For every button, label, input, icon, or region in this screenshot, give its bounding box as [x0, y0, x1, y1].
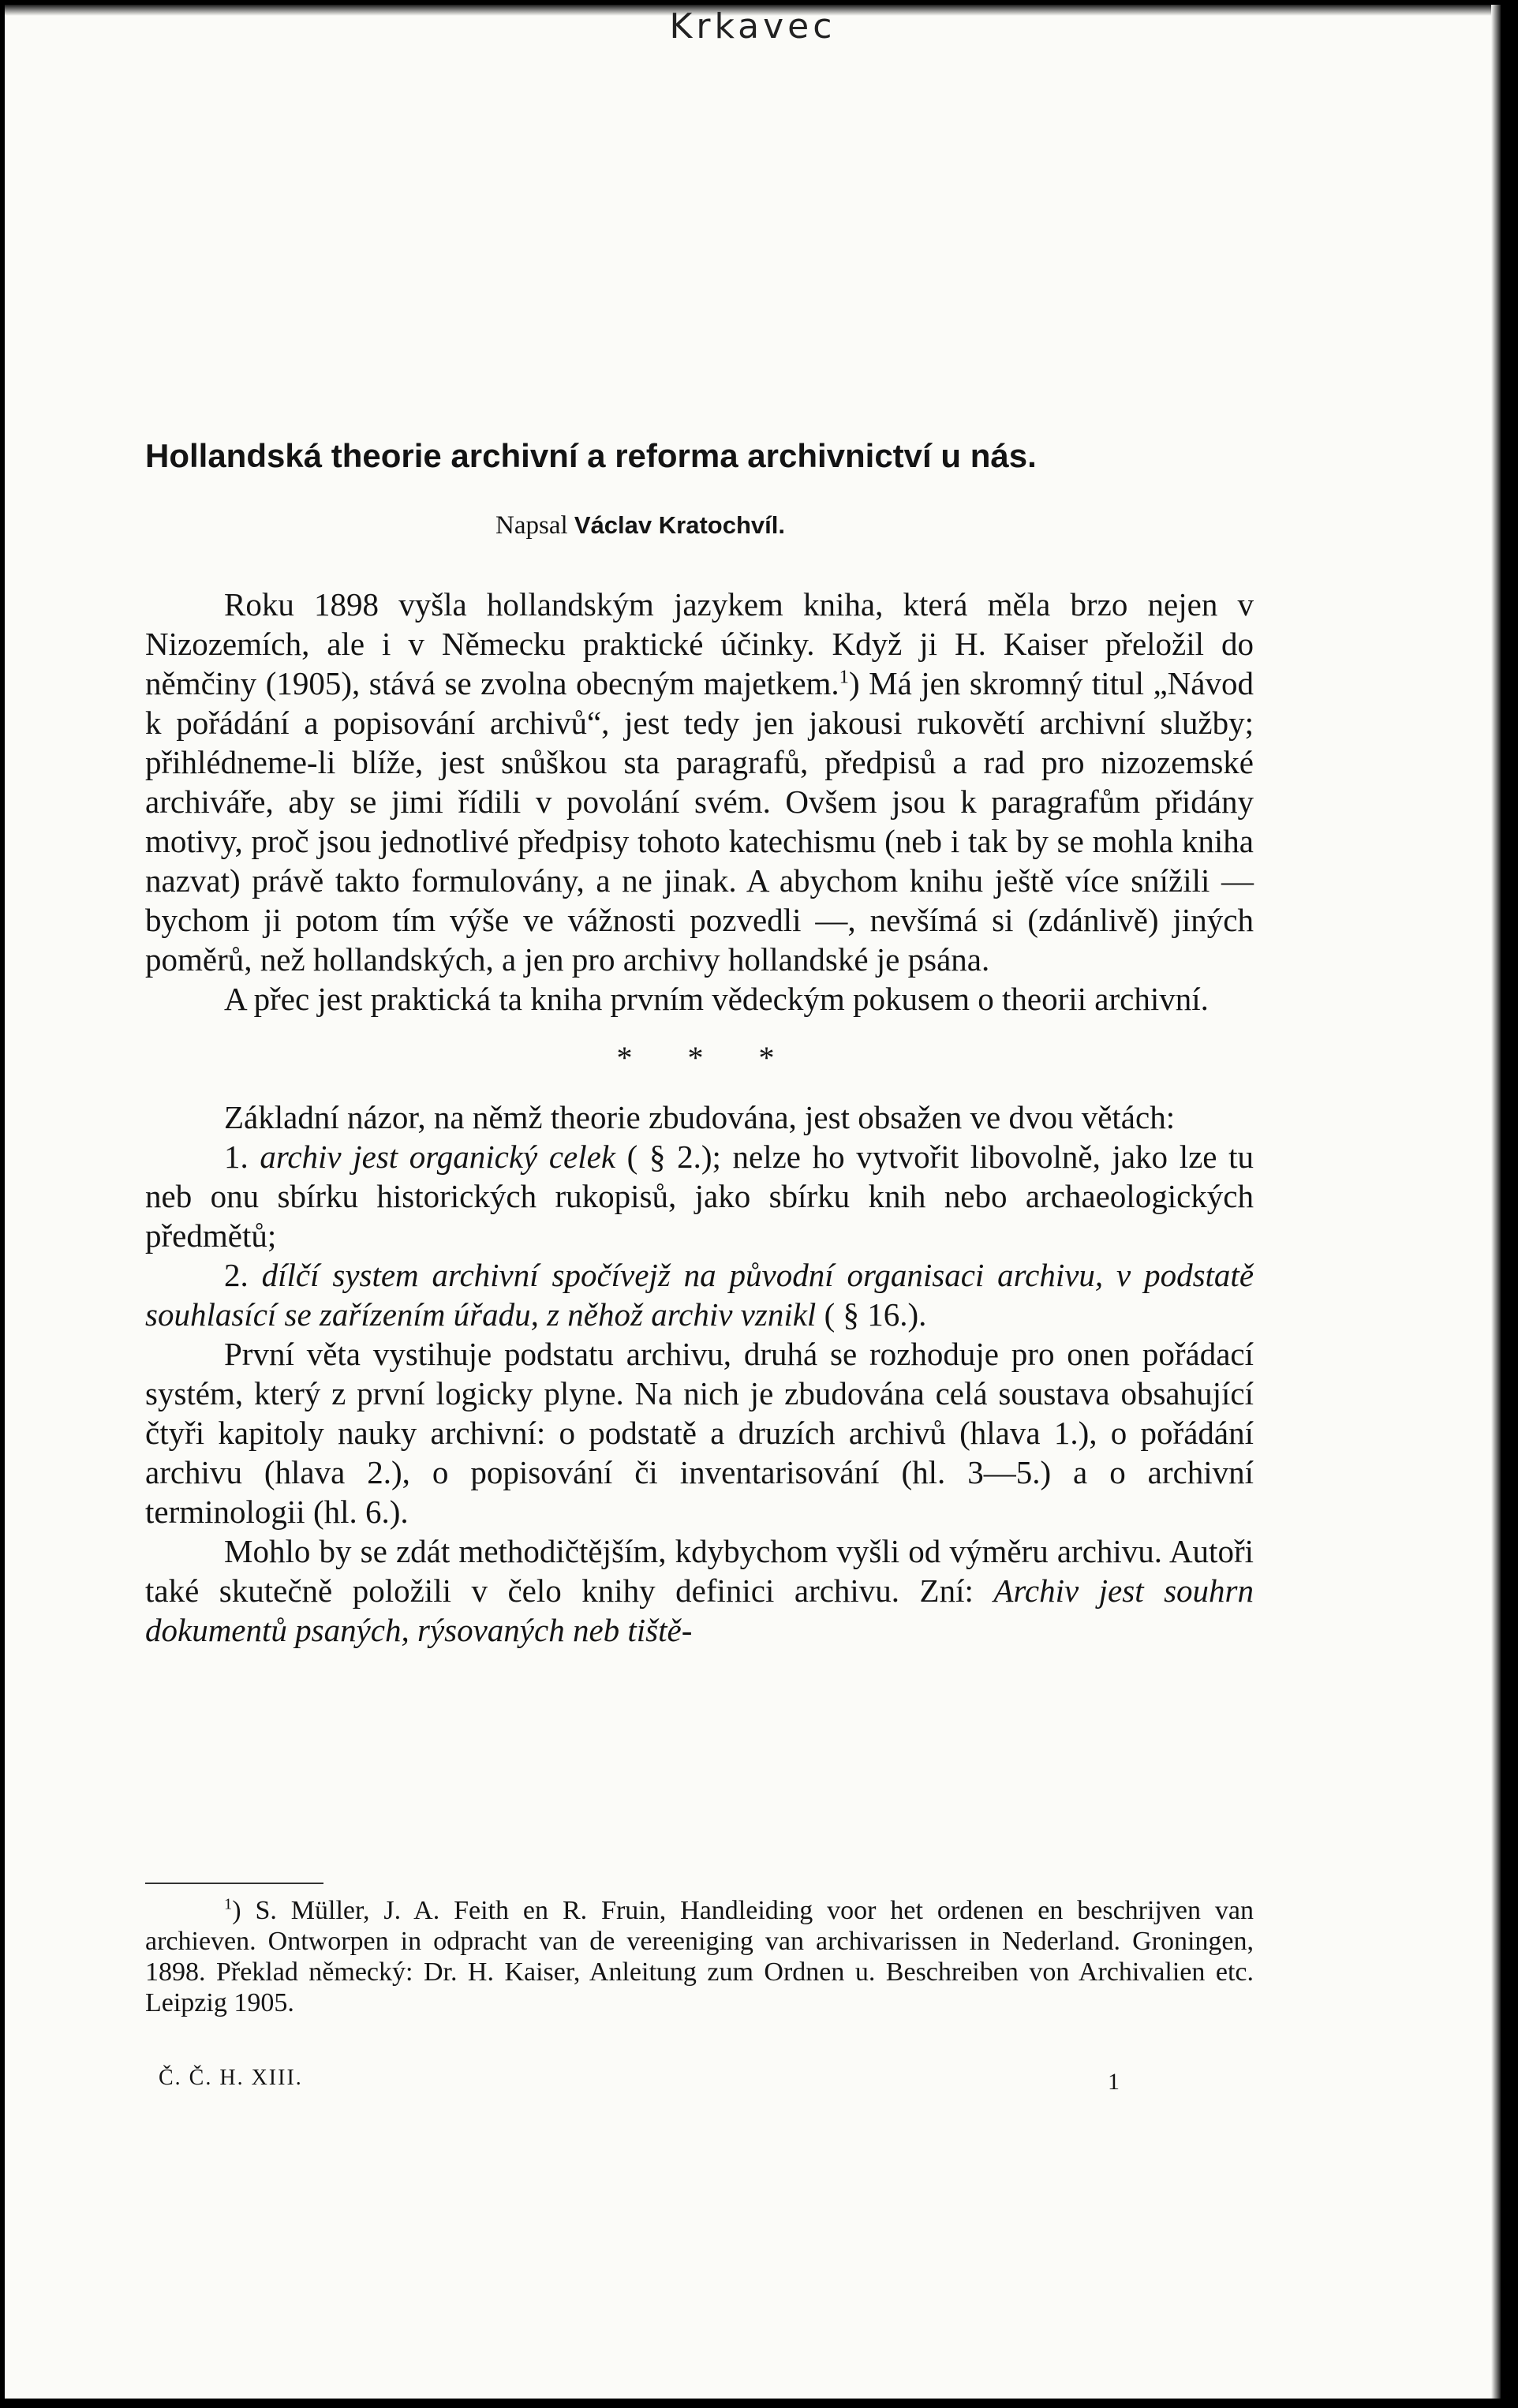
- page-sheet: [5, 5, 1501, 2399]
- page-number: 1: [1108, 2069, 1120, 2095]
- paragraph-5: [145, 1531, 1254, 1650]
- list-item-1-number: 1.: [224, 1139, 249, 1175]
- paragraph-5-text: Mohlo by se zdát methodičtějším, kdybychom vyšli od výměru archivu. Autoři také skutečně položili v čelo knihy definici archivu. Zní:: [145, 1533, 1254, 1609]
- byline-prefix: Napsal: [495, 511, 568, 540]
- paragraph-1-text-a: Roku 1898 vyšla hollandským jazykem kniha, která měla brzo nejen v Nizozemích, ale i v Německu praktické účinky. Když ji H. Kaiser přeložil do němčiny (1905), stává se zvolna obecným majetkem.: [145, 586, 1254, 701]
- library-stamp: Krkavec: [669, 6, 836, 47]
- section-divider-stars: * * *: [616, 1040, 798, 1075]
- list-item-2-text: ( § 16.).: [816, 1296, 927, 1333]
- list-item-2: [145, 1255, 1254, 1334]
- footnote-ref: 1: [839, 666, 849, 688]
- paragraph-3: Základní názor, na němž theorie zbudována, jest obsažen ve dvou větách:: [224, 1099, 1176, 1135]
- paragraph-5-emphasis: Archiv jest souhrn dokumentů psaných, rýsovaných neb tiště-: [145, 1572, 1254, 1648]
- footnote-marker: 1: [224, 1895, 233, 1913]
- scan-right-edge: [1491, 5, 1501, 2399]
- paragraph-1-text-b: ) Má jen skromný titul „Návod k pořádání a popisování archivů“, jest tedy jen jakousi rukovětí archivní služby; přihlédneme-li blíže, jest snůškou sta paragrafů, předpisů a rad pro nizozemské archiváře, aby se jimi řídili v povolání svém. Ovšem jsou k paragrafům přidány motivy, proč jsou jednotlivé předpisy tohoto katechismu (neb i tak by se mohla kniha nazvat) právě takto formulovány, a ne jinak. A abychom knihu ještě více snížili — bychom ji potom tím výše ve vážnosti pozvedli —, nevšímá si (zdánlivě) jiných poměrů, než hollandských, a jen pro archivy hollandské je psána.: [145, 665, 1254, 978]
- author-name: Václav Kratochvíl.: [574, 511, 785, 539]
- footnote-text: ) S. Müller, J. A. Feith en R. Fruin, Handleiding voor het ordenen en beschrijven van archieven. Ontworpen in odpracht van de vereeniging van archivarissen in Nederland. Groningen, 1898. Překlad německý: Dr. H. Kaiser, Anleitung zum Ordnen u. Beschreiben von Archivalien etc. Leipzig 1905.: [145, 1896, 1254, 2017]
- footnote: [145, 1895, 1254, 2018]
- article-title: Hollandská theorie archivní a reforma archivnictví u nás.: [145, 437, 1037, 474]
- list-item-2-emphasis: dílčí system archivní spočívejž na původní organisaci archivu, v podstatě souhlasící se zařízením úřadu, z něhož archiv vznikl: [145, 1257, 1254, 1333]
- list-item-1-emphasis: archiv jest organický celek: [260, 1139, 616, 1175]
- paragraph-2: A přec jest praktická ta kniha prvním vědeckým pokusem o theorii archivní.: [224, 981, 1209, 1017]
- paragraph-1: [145, 585, 1254, 979]
- list-item-2-number: 2.: [224, 1257, 249, 1293]
- printer-signature: Č. Č. H. XIII.: [159, 2066, 303, 2090]
- list-item-1: [145, 1137, 1254, 1255]
- byline: [495, 511, 785, 540]
- footnote-rule: [145, 1883, 323, 1884]
- article-body: [145, 585, 1254, 1650]
- list-item-1-text: ( § 2.); nelze ho vytvořit libovolně, jako lze tu neb onu sbírku historických rukopisů, jako sbírku knih nebo archaeologických předmětů;: [145, 1139, 1254, 1254]
- paragraph-4: První věta vystihuje podstatu archivu, druhá se rozhoduje pro onen pořádací systém, který z první logicky plyne. Na nich je zbudována celá soustava obsahující čtyři kapitoly nauky archivní: o podstatě a druzích archivů (hlava 1.), o pořádání archivu (hlava 2.), o popisování či inventarisování (hl. 3—5.) a o archivní terminologii (hl. 6.).: [145, 1336, 1254, 1530]
